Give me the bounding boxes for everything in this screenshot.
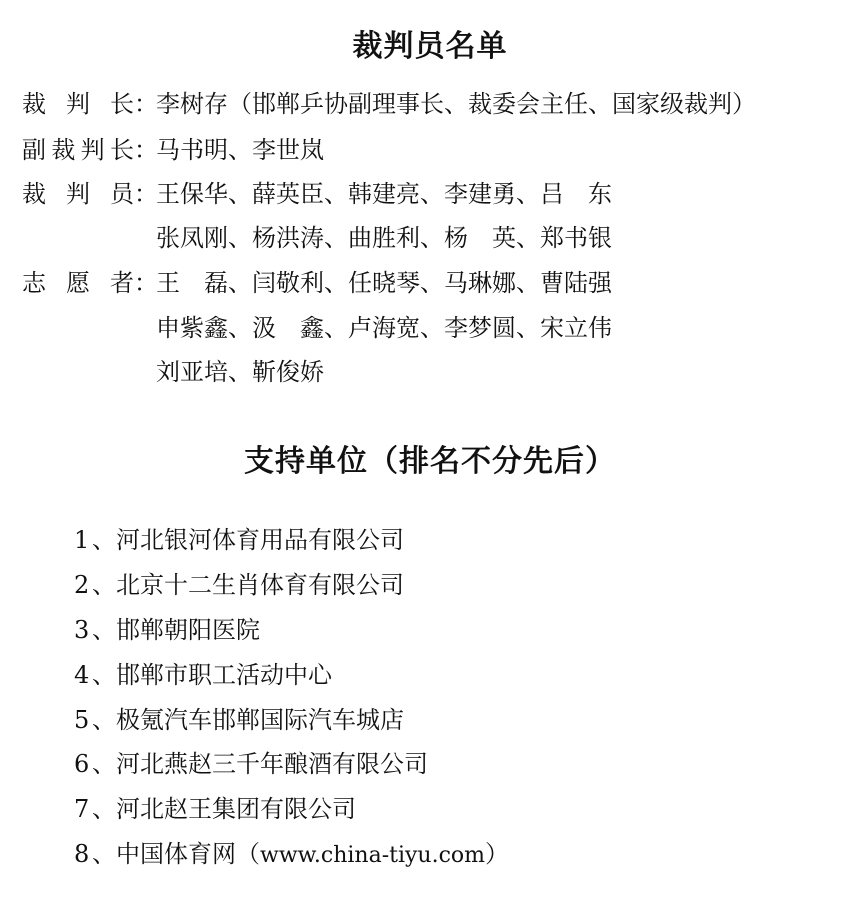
sponsor-item — [74, 832, 509, 876]
sponsor-number: 7 — [74, 795, 90, 823]
role-colon: ： — [134, 180, 158, 208]
sponsor-item — [74, 653, 332, 697]
role-names: 李树存（邯郸乒协副理事长、裁委会主任、国家级裁判） — [156, 90, 756, 118]
sponsor-name-tail: ） — [485, 840, 510, 868]
sponsor-separator: 、 — [92, 526, 116, 554]
sponsor-name: 河北赵王集团有限公司 — [116, 795, 356, 823]
sponsor-item — [74, 787, 356, 831]
role-row-chief-referee — [22, 82, 756, 126]
sponsor-item — [74, 608, 260, 652]
sponsor-name: 北京十二生肖体育有限公司 — [116, 571, 404, 599]
role-names-continued: 申紫鑫、汲 鑫、卢海宽、李梦圆、宋立伟 — [156, 314, 612, 342]
sponsor-item — [74, 518, 404, 562]
sponsor-separator: 、 — [92, 750, 116, 778]
role-colon: ： — [134, 269, 158, 297]
role-label: 裁判长 — [22, 90, 134, 118]
role-label: 裁判员 — [22, 180, 134, 208]
referees-title: 裁判员名单 — [352, 29, 508, 64]
sponsor-name: 河北银河体育用品有限公司 — [116, 526, 404, 554]
role-row-volunteers — [22, 261, 612, 305]
sponsor-number: 8 — [74, 840, 90, 868]
sponsor-name: 中国体育网（ — [116, 840, 260, 868]
sponsor-url-link[interactable]: www.china-tiyu.com — [260, 843, 486, 868]
sponsor-separator: 、 — [92, 661, 116, 689]
sponsor-item — [74, 563, 404, 607]
sponsor-name: 邯郸朝阳医院 — [116, 616, 260, 644]
sponsor-separator: 、 — [92, 616, 116, 644]
sponsor-name: 极氪汽车邯郸国际汽车城店 — [116, 706, 404, 734]
role-names: 王保华、薛英臣、韩建亮、李建勇、吕 东 — [156, 180, 612, 208]
sponsor-separator: 、 — [92, 571, 116, 599]
sponsor-item — [74, 742, 428, 786]
role-names-continued: 张凤刚、杨洪涛、曲胜利、杨 英、郑书银 — [156, 224, 612, 252]
sponsor-number: 1 — [74, 526, 90, 554]
sponsor-number: 6 — [74, 750, 90, 778]
role-names: 王 磊、闫敬利、任晓琴、马琳娜、曹陆强 — [156, 269, 612, 297]
role-label: 副裁判长 — [22, 136, 134, 164]
sponsor-separator: 、 — [92, 706, 116, 734]
role-row-referees — [22, 172, 612, 216]
role-label: 志愿者 — [22, 269, 134, 297]
sponsor-number: 3 — [74, 616, 90, 644]
sponsor-item — [74, 698, 404, 742]
sponsor-name: 河北燕赵三千年酿酒有限公司 — [116, 750, 428, 778]
sponsor-separator: 、 — [92, 840, 116, 868]
sponsor-separator: 、 — [92, 795, 116, 823]
sponsor-number: 5 — [74, 706, 90, 734]
role-row-deputy-chief-referee — [22, 128, 324, 172]
sponsor-name: 邯郸市职工活动中心 — [116, 661, 332, 689]
role-names-continued: 刘亚培、靳俊娇 — [156, 358, 324, 386]
role-names: 马书明、李世岚 — [156, 136, 324, 164]
role-colon: ： — [134, 136, 158, 164]
sponsor-number: 2 — [74, 571, 90, 599]
role-colon: ： — [134, 90, 158, 118]
sponsors-title: 支持单位（排名不分先后） — [244, 444, 616, 479]
sponsor-number: 4 — [74, 661, 90, 689]
